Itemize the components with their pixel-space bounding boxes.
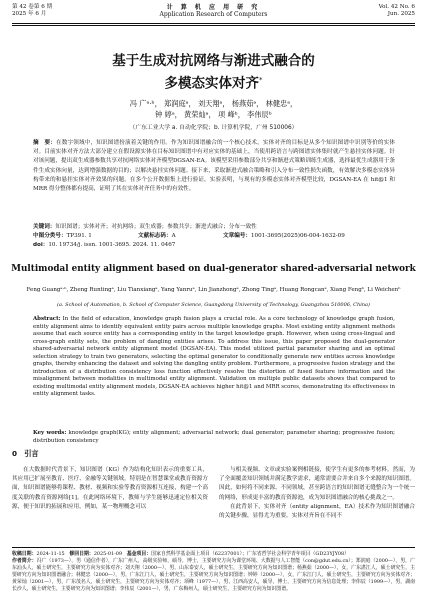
header-rule-thick xyxy=(12,23,415,24)
affiliation-cn: （广东工业大学 a. 自动化学院；b. 计算机学院，广州 510006） xyxy=(129,125,298,131)
abstract-cn-label: 摘 要： xyxy=(33,140,56,146)
clc-value: TP391. 1 xyxy=(66,233,92,239)
fund-text: 国家自然科学基金面上项目（62237001）；广东省哲学社会科学青年项目（GD23YJY08） xyxy=(151,551,350,557)
paper-title xyxy=(0,52,427,94)
title-line-1: 基于生成对抗网络与渐进式融合的 xyxy=(112,53,315,69)
header-rule-thin xyxy=(12,25,415,26)
article-number-value: 1001-3695(2025)06-004-1632-09 xyxy=(250,233,345,239)
fund-label: 基金项目： xyxy=(126,551,152,557)
english-authors: Feng Guangᵃ·ᵇ, Zheng Runtingᵃ, Liu Tianxiangᵃ, Yang Yanruᵃ, Lin Jianzhongᵃ, Zhong Tingᵃ, Huang Rongcanᵃ, Xiang Fengᵇ, Li Weichenᵇ xyxy=(26,287,401,293)
doi-value: 10. 19734/j. issn. 1001-3695. 2024. 11. 0467 xyxy=(48,242,176,248)
footnote-block xyxy=(12,551,415,594)
title-footnote-mark: * xyxy=(259,76,263,84)
english-keywords-label: Key words: xyxy=(33,430,67,436)
english-keywords-text: knowledge graph(KG); entity alignment; adversarial network; dual generator; parameter sharing; progressive fusion; distribution consistency xyxy=(33,430,395,444)
journal-name-cn: 计 算 机 应 用 研 究 xyxy=(166,4,261,11)
footnote-bio xyxy=(12,558,415,593)
volume-cn: 第 42 卷第 6 期 xyxy=(12,4,53,10)
doi-row xyxy=(33,241,395,250)
keywords-cn xyxy=(33,223,395,232)
english-title: Multimodal entity alignment based on dual-generator shared-adversarial network xyxy=(11,264,416,274)
english-affiliation: (a. School of Automation, b. School of Computer Science, Guangdong University of Technology, Guangzhou 510006, China) xyxy=(57,302,370,308)
doc-code-label: 文献标志码： xyxy=(138,233,172,239)
keywords-cn-text: 知识图谱；实体对齐；对抗网络；双生成器；参数共享；渐进式融合；分布一致性 xyxy=(55,224,257,230)
abstract-cn xyxy=(33,139,395,194)
clc-label: 中图分类号： xyxy=(33,233,67,239)
journal-name-en: Application Research of Computers xyxy=(159,11,268,19)
bio-text: 冯广（1973—），男（通信作者），广东广州人，高级实验师，硕导，博士，主要研究方向为课堂环境、大数据与人工智能（con@gdut.edu.cn）；郑润庭（2000—），男，广东汕头人，硕士研究生，主要研究方向为实体对齐；刘天翔（2000—），男，山东泰安人，硕士研究生，主要研究方向为知识图谱；杨燕茹（2000—），女，广东湛江人，硕士研究生，主要研究方向为知识图谱融合；林健忠（2000—），男，广东江门人，硕士研究生，主要研究方向为知识图谱；钟婷（2000—），女，广东江门人，硕士研究生，主要研究方向为实体对齐；黄荣灿（2001—），男，广东茂名人，硕士研究生，主要研究方向为实体对齐；项峰（1977—），男，江西高安人，硕导，博士，主要研究方向为信息处理；李伟辰（1999—），男，湖南长沙人，硕士研究生，主要研究方向为知识图谱；李伟辰（2001—），男，广东梅州人，硕士研究生，主要研究方向为知识图谱。 xyxy=(12,558,415,593)
received-label: 收稿日期： xyxy=(12,551,37,557)
footnote-rule xyxy=(12,547,415,548)
doc-code-value: A xyxy=(171,233,176,239)
doi-label: doi： xyxy=(33,242,49,248)
header-center xyxy=(0,4,427,19)
keywords-cn-label: 关键词： xyxy=(33,224,56,230)
revised-date: 2025-01-09 xyxy=(93,551,123,557)
classification-row xyxy=(33,232,395,241)
running-header xyxy=(0,0,427,30)
author-list xyxy=(0,98,427,120)
section-heading-intro: 0 引言 xyxy=(12,449,39,458)
body-paragraph: 在此背景下，实体对齐（entity alignment，EA）技术作为知识图谱融合的关键步骤，显得尤为重要。实体对齐旨在不同不 xyxy=(219,503,415,520)
received-date: 2024-11-15 xyxy=(36,551,65,557)
english-abstract xyxy=(33,316,395,399)
abstract-cn-text: 在数字领域中，知识图谱扮演着关键的作用。作为知识图谱融合的一个核心技术，实体对齐的目标是从多个知识图谱中识别等价的实体对。目前实体对齐方法大部分建立在假设源实体在目标知识图谱中有对应实体的基础上，当使用跨语言与跨图谱实体集时就产生悬挂实体问题。针对该问题，提出双生成器参数共享对抗网络实体对齐模型DGSAN-EA。该模型采用参数部分共享和渐进式策略训练生成器，选择最优生成器用于条件生成实体向量，达到增强数据的目的；以解决悬挂实体问题。接下来，采取渐进式融合策略和引入分布一致性损失函数，有效解决多模态实体异构带来的和悬挂实体对齐效果的问题。在多个公开数据集上进行验证，实验表明，与现有的多模态实体对齐模型比较，DGSAN-EA 在 hit@1 和 MRR 得分整体都有提高，证明了其在实体对齐任务中的有效性。 xyxy=(33,140,395,193)
authors-line-2: 钟 婷ᵃ， 黄荣灿ᵃ， 项 峰ᵇ， 李伟辰ᵇ xyxy=(155,110,272,119)
title-line-2-text: 多模态实体对齐 xyxy=(164,75,259,92)
english-abstract-text: In the field of education, knowledge graph fusion plays a crucial role. As a core technology of knowledge graph fusion, entity alignment aims to identify equivalent entity pairs across multiple knowledge graphs. Most existing entity alignment methods assume that each source entity has a corresponding entity in the target knowledge graph. However, when using cross-lingual and cross-graph entity sets, the problem of dangling entities arises. To address this issue, this paper proposed the dual-generator shared-adversarial network entity alignment model (DGSAN-EA). This model utilized partial parameter sharing and an optimal selection strategy to train two generators, selecting the optimal generator to conditionally generate new entities across knowledge graphs, thereby enhancing the dataset and solving the dangling entity problem. Furthermore, a progressive fusion strategy and the introduction of a distribution consistency loss function effectively resolve the distortion of fused feature information and the misalignment between modalities in multimodal entity alignment. Validation on multiple public datasets shows that compared to existing multimodal entity alignment models, DGSAN-EA achieves higher hit@1 and MRR scores, demonstrating its effectiveness in entity alignment tasks. xyxy=(33,316,395,397)
body-paragraph: 与相关视频、文章或实验案例相链接，使学生有更多的参考材料。然而，为了全面覆盖知识领域并满足教学需求，通常需要合并来自多个来源的知识图谱。因此，如何将不同来源、不同领域，甚至跨语言的知识图谱无缝整合为一个统一的网络，形成更丰富的教育资源池，成为知识图谱融合的核心挑战之一。 xyxy=(219,467,415,501)
body-column-right xyxy=(219,466,415,521)
header-right xyxy=(379,4,415,19)
authors-line-1: 冯 广ᵃ·ᵇ， 郑润庭ᵃ， 刘天翔ᵃ， 杨燕茹ᵃ， 林健忠ᵃ， xyxy=(129,99,298,108)
title-line-2 xyxy=(0,71,427,94)
english-keywords xyxy=(33,430,395,445)
volume-en: Vol. 42 No. 6 xyxy=(378,4,415,10)
body-paragraph: 在大数据时代背景下，知识图谱（KG）作为结构化知识表示的重要工具，其应用已扩展至教育、医疗、金融等关键领域。特别是在智慧课堂或教育资源方面，知识图谱能够将课程、教材、视频和实验等教育资源相互连接，构建一个高度关联的教育资源网络[1]。在此网络环境下，教师与学生能够迅速定位相关资源，便于知识的拓展和应用，例如，某一物理概念可以 xyxy=(12,467,208,510)
english-abstract-label: Abstract: xyxy=(33,316,61,322)
article-number-label: 文章编号： xyxy=(223,233,251,239)
bio-label: 作者简介： xyxy=(12,558,37,565)
revised-label: 修回日期： xyxy=(69,551,94,557)
date-en: Jun. 2025 xyxy=(387,11,415,18)
date-cn: 2025 年 6 月 xyxy=(12,11,47,18)
body-column-left xyxy=(12,466,208,512)
